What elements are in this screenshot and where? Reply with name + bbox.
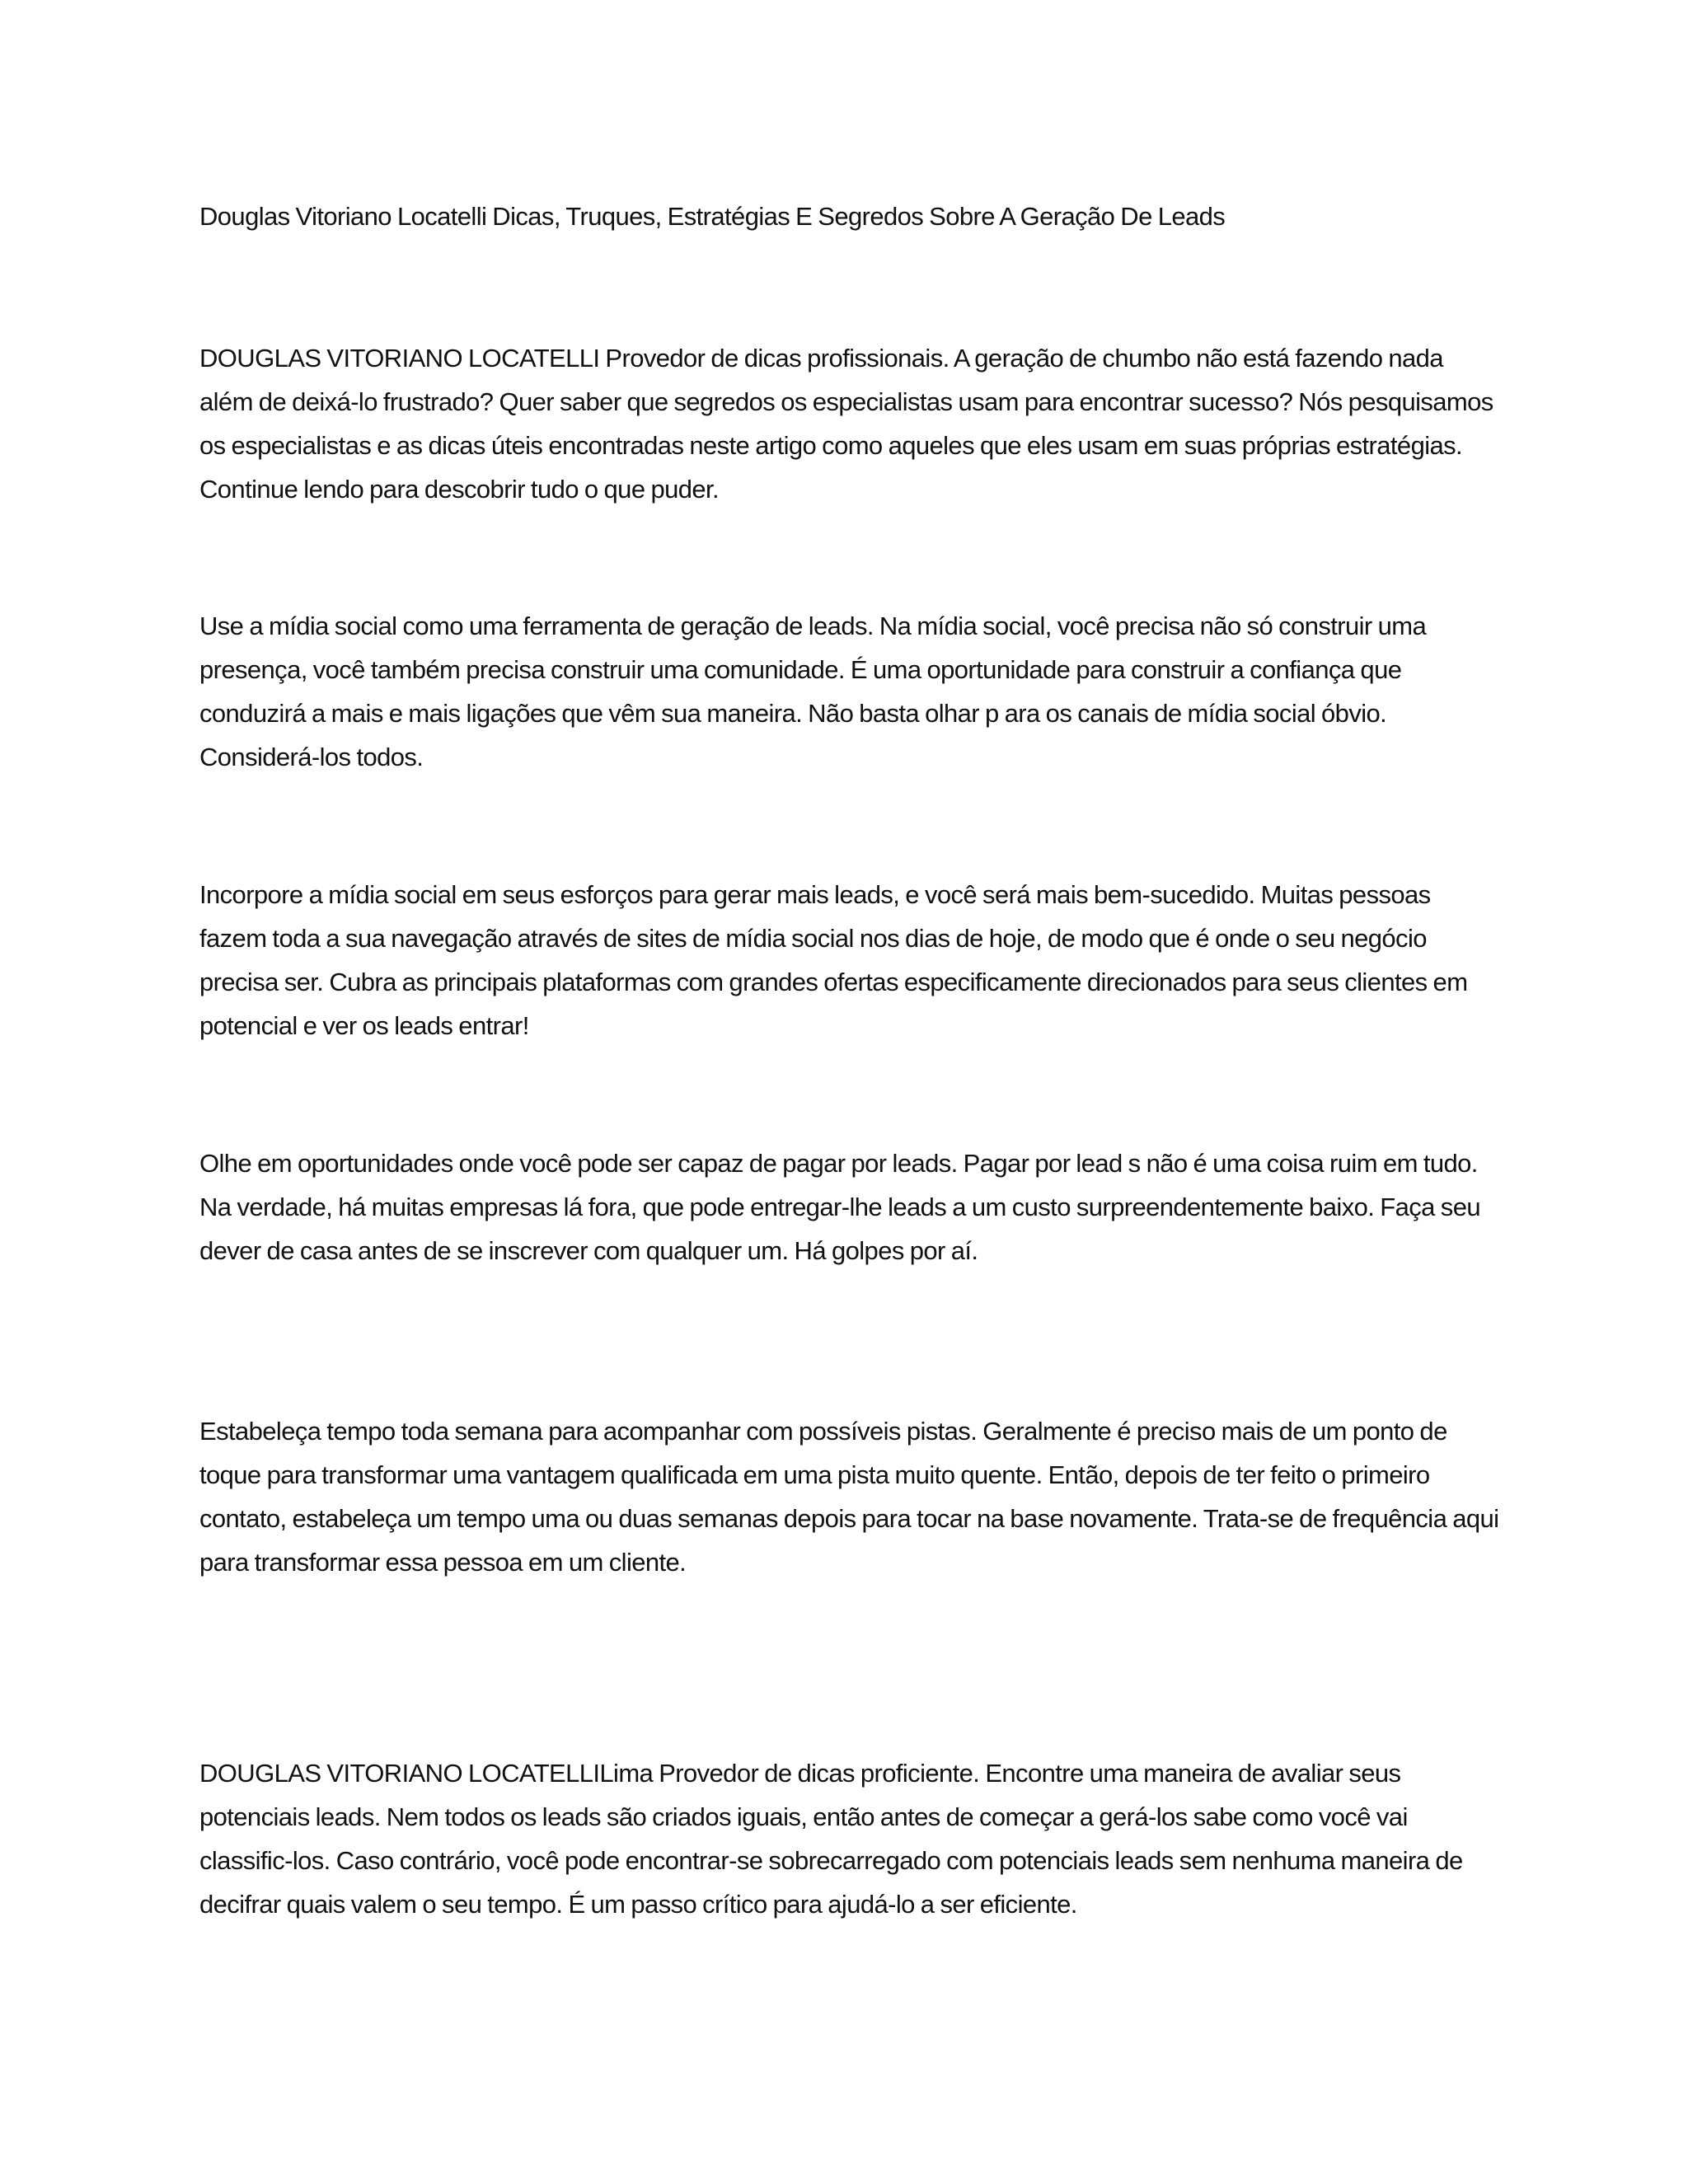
document-title: Douglas Vitoriano Locatelli Dicas, Truques, Estratégias E Segredos Sobre A Geração De Leads [199,202,1226,231]
paragraph: DOUGLAS VITORIANO LOCATELLI Provedor de dicas profissionais. A geração de chumbo não está fazendo nada além de deixá-lo frustrado? Quer saber que segredos os especialistas usam para encontrar sucesso? Nós pesquisamos os especialistas e as dicas úteis encontradas neste artigo como aqueles que eles usam em suas próprias estratégias. Continue lendo para descobrir tudo o que puder. [199,344,1493,504]
paragraph: Estabeleça tempo toda semana para acompanhar com possíveis pistas. Geralmente é preciso mais de um ponto de toque para transformar uma vantagem qualificada em uma pista muito quente. Então, depois de ter feito o primeiro contato, estabeleça um tempo uma ou duas semanas depois para tocar na base novamente. Trata-se de frequência aqui para transformar essa pessoa em um cliente. [199,1417,1499,1577]
paragraph: Incorpore a mídia social em seus esforços para gerar mais leads, e você será mais bem-sucedido. Muitas pessoas fazem toda a sua navegação através de sites de mídia social nos dias de hoje, de modo que é onde o seu negócio precisa ser. Cubra as principais plataformas com grandes ofertas especificamente direcionados para seus clientes em potencial e ver os leads entrar! [199,880,1468,1040]
paragraph: Use a mídia social como uma ferramenta de geração de leads. Na mídia social, você precisa não só construir uma presença, você também precisa construir uma comunidade. É uma oportunidade para construir a confiança que conduzirá a mais e mais ligações que vêm sua maneira. Não basta olhar p ara os canais de mídia social óbvio. Considerá-los todos. [199,612,1427,771]
paragraph: DOUGLAS VITORIANO LOCATELLILima Provedor de dicas proficiente. Encontre uma maneira de avaliar seus potenciais leads. Nem todos os leads são criados iguais, então antes de começar a gerá-los sabe como você vai classific-los. Caso contrário, você pode encontrar-se sobrecarregado com potenciais leads sem nenhuma maneira de decifrar quais valem o seu tempo. É um passo crítico para ajudá-lo a ser eficiente. [199,1759,1463,1919]
paragraph: Olhe em oportunidades onde você pode ser capaz de pagar por leads. Pagar por lead s não é uma coisa ruim em tudo. Na verdade, há muitas empresas lá fora, que pode entregar-lhe leads a um custo surpreendentemente baixo. Faça seu dever de casa antes de se inscrever com qualquer um. Há golpes por aí. [199,1149,1480,1265]
